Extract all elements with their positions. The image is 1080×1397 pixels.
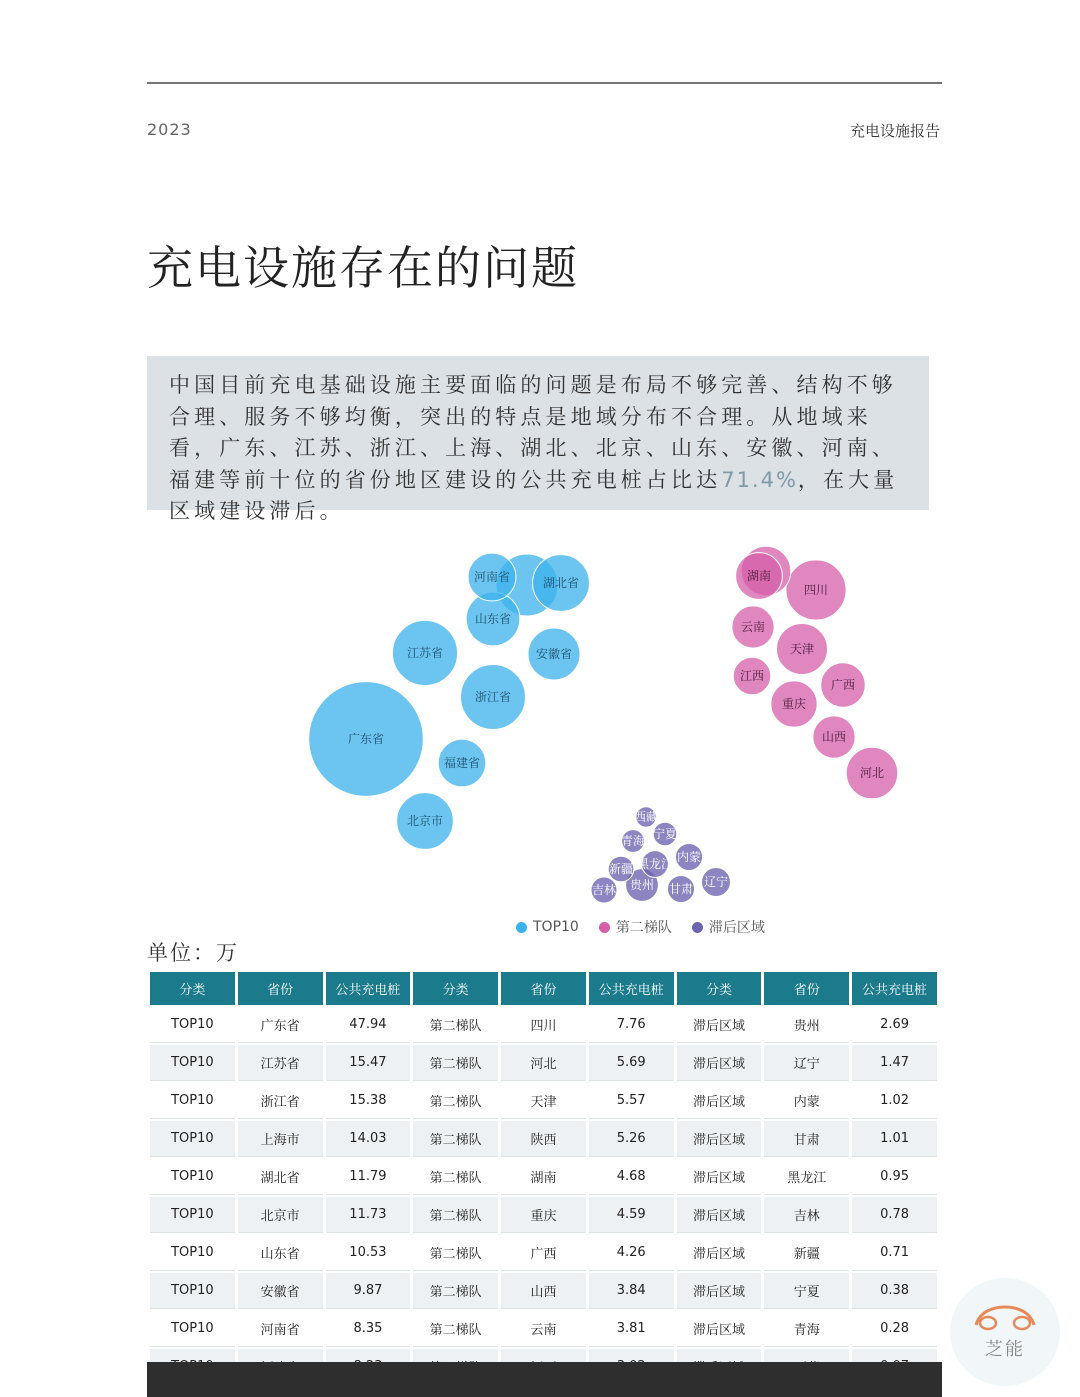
legend-label-second: 第二梯队: [615, 920, 672, 936]
table-cell: 滞后区域: [677, 1311, 762, 1347]
table-cell: 山西: [501, 1273, 586, 1309]
bubble-label: 西藏: [633, 810, 659, 824]
table-header-row: [150, 972, 937, 1005]
report-year: 2023: [147, 120, 192, 139]
table-cell: 0.95: [852, 1159, 937, 1195]
table-cell: 0.28: [852, 1311, 937, 1347]
bubble-label: 云南: [740, 620, 766, 634]
table-row: [150, 1273, 937, 1309]
table-cell: 第二梯队: [413, 1159, 498, 1195]
table-cell: TOP10: [150, 1311, 235, 1347]
table-cell: 7.76: [589, 1007, 674, 1043]
table-cell: 第二梯队: [413, 1235, 498, 1271]
table-cell: 11.73: [326, 1197, 411, 1233]
table-cell: 滞后区域: [677, 1159, 762, 1195]
table-cell: TOP10: [150, 1197, 235, 1233]
bubble-label: 江西: [739, 669, 765, 683]
table-cell: 1.02: [852, 1083, 937, 1119]
table-cell: 吉林: [764, 1197, 849, 1233]
table-row: [150, 1197, 937, 1233]
table-cell: 黑龙江: [764, 1159, 849, 1195]
table-row: [150, 1121, 937, 1157]
table-cell: 滞后区域: [677, 1083, 762, 1119]
table-cell: 第二梯队: [413, 1007, 498, 1043]
table-cell: 0.71: [852, 1235, 937, 1271]
table-cell: 青海: [764, 1311, 849, 1347]
legend-dot-top10: [516, 922, 527, 933]
unit-label: 单位：万: [147, 941, 239, 965]
table-cell: 河北: [501, 1045, 586, 1081]
bubble-chart: [0, 530, 1080, 915]
intro-highlight: 71.4%: [721, 467, 798, 492]
watermark-logo: [950, 1278, 1060, 1386]
table-row: [150, 1083, 937, 1119]
table-header-cell: 公共充电桩: [852, 972, 937, 1005]
table-cell: 河南省: [238, 1311, 323, 1347]
table-cell: 5.69: [589, 1045, 674, 1081]
bubble-label: 吉林: [591, 883, 617, 897]
table-cell: TOP10: [150, 1083, 235, 1119]
charging-table: [147, 970, 940, 1387]
table-cell: 第二梯队: [413, 1273, 498, 1309]
table-header-cell: 省份: [764, 972, 849, 1005]
table-cell: 云南: [501, 1311, 586, 1347]
table-cell: 第二梯队: [413, 1045, 498, 1081]
table-cell: 15.47: [326, 1045, 411, 1081]
table-cell: 3.84: [589, 1273, 674, 1309]
bubble-label: 山东省: [474, 612, 512, 626]
bubble-label: 安徽省: [535, 647, 573, 661]
bubble-label: 山西: [821, 730, 847, 744]
table-cell: 重庆: [501, 1197, 586, 1233]
table-row: [150, 1311, 937, 1347]
table-cell: 滞后区域: [677, 1197, 762, 1233]
table-cell: 四川: [501, 1007, 586, 1043]
table-cell: 滞后区域: [677, 1273, 762, 1309]
table-cell: 辽宁: [764, 1045, 849, 1081]
table-header-cell: 分类: [413, 972, 498, 1005]
footer-bar: [147, 1362, 942, 1397]
table-cell: 新疆: [764, 1235, 849, 1271]
table-cell: 内蒙: [764, 1083, 849, 1119]
table-cell: 第二梯队: [413, 1197, 498, 1233]
table-cell: 广东省: [238, 1007, 323, 1043]
table-cell: 第二梯队: [413, 1083, 498, 1119]
intro-paragraph: [147, 356, 929, 523]
bubble-label: 广东省: [347, 732, 385, 746]
table-cell: 15.38: [326, 1083, 411, 1119]
legend-dot-second: [599, 922, 610, 933]
table-cell: TOP10: [150, 1235, 235, 1271]
table-cell: 广西: [501, 1235, 586, 1271]
table-header-cell: 省份: [501, 972, 586, 1005]
table-cell: 湖南: [501, 1159, 586, 1195]
table-cell: 0.78: [852, 1197, 937, 1233]
table-cell: 滞后区域: [677, 1235, 762, 1271]
table-cell: 湖北省: [238, 1159, 323, 1195]
bubble-label: 宁夏: [652, 827, 678, 841]
table-row: [150, 1159, 937, 1195]
table-cell: 47.94: [326, 1007, 411, 1043]
table-cell: TOP10: [150, 1273, 235, 1309]
bubble-label: 广西: [830, 678, 856, 692]
header-rule: [147, 82, 942, 84]
legend-item-second: [599, 917, 672, 937]
table-cell: 上海市: [238, 1121, 323, 1157]
table-header-cell: 公共充电桩: [589, 972, 674, 1005]
table-row: [150, 1235, 937, 1271]
table-cell: 滞后区域: [677, 1121, 762, 1157]
table-cell: 山东省: [238, 1235, 323, 1271]
table-cell: 滞后区域: [677, 1045, 762, 1081]
table-cell: TOP10: [150, 1007, 235, 1043]
bubble-label: 青海: [620, 834, 646, 848]
table-cell: 3.81: [589, 1311, 674, 1347]
table-cell: TOP10: [150, 1159, 235, 1195]
table-cell: 1.47: [852, 1045, 937, 1081]
table-cell: 4.26: [589, 1235, 674, 1271]
table-cell: 5.26: [589, 1121, 674, 1157]
table-cell: 安徽省: [238, 1273, 323, 1309]
bubble-label: 河南省: [473, 570, 511, 584]
table-cell: 江苏省: [238, 1045, 323, 1081]
bubble-label: 湖南: [746, 569, 772, 583]
intro-text-after: ，在大量区域建设滞后。: [169, 467, 899, 523]
legend-label-lagging: 滞后区域: [708, 920, 765, 936]
bubble-label: 湖北省: [542, 576, 580, 590]
legend-item-lagging: [692, 917, 765, 937]
bubble-label: 江苏省: [406, 646, 444, 660]
table-cell: 10.53: [326, 1235, 411, 1271]
bubble-label: 福建省: [443, 756, 481, 770]
table-cell: 1.01: [852, 1121, 937, 1157]
table-cell: 甘肃: [764, 1121, 849, 1157]
table-cell: TOP10: [150, 1045, 235, 1081]
table-cell: 9.87: [326, 1273, 411, 1309]
bubble-label: 辽宁: [703, 875, 729, 889]
table-cell: 2.69: [852, 1007, 937, 1043]
table-cell: 8.35: [326, 1311, 411, 1347]
table-cell: 滞后区域: [677, 1007, 762, 1043]
legend-dot-lagging: [692, 922, 703, 933]
table-cell: 第二梯队: [413, 1121, 498, 1157]
table-cell: 5.57: [589, 1083, 674, 1119]
table-cell: 11.79: [326, 1159, 411, 1195]
table-cell: 4.68: [589, 1159, 674, 1195]
intro-text-before: 中国目前充电基础设施主要面临的问题是布局不够完善、结构不够合理、服务不够均衡，突出的特点是地域分布不合理。从地域来看，广东、江苏、浙江、上海、湖北、北京、山东、安徽、河南、福建等前十位的省份地区建设的公共充电桩占比达: [169, 373, 897, 492]
chart-legend: [516, 917, 765, 937]
report-title: 充电设施报告: [849, 122, 940, 140]
bubble-label: 四川: [803, 583, 829, 597]
table-cell: 陕西: [501, 1121, 586, 1157]
table-cell: 4.59: [589, 1197, 674, 1233]
table-cell: TOP10: [150, 1121, 235, 1157]
table-cell: 天津: [501, 1083, 586, 1119]
car-logo-icon: [970, 1303, 1040, 1333]
table-header-cell: 公共充电桩: [326, 972, 411, 1005]
bubble-label: 黑龙江: [636, 857, 674, 871]
table-cell: 第二梯队: [413, 1311, 498, 1347]
table-row: [150, 1007, 937, 1043]
bubble-label: 重庆: [781, 697, 807, 711]
bubble-label: 北京市: [406, 814, 444, 828]
bubble-label: 新疆: [608, 862, 634, 876]
bubble-label: 河北: [859, 766, 885, 780]
table-cell: 浙江省: [238, 1083, 323, 1119]
table-cell: 0.38: [852, 1273, 937, 1309]
watermark-text: 芝能: [985, 1339, 1025, 1360]
table-header-cell: 省份: [238, 972, 323, 1005]
bubble-label: 浙江省: [474, 690, 512, 704]
bubble-label: 贵州: [629, 878, 655, 892]
table-cell: 北京市: [238, 1197, 323, 1233]
legend-item-top10: [516, 917, 579, 937]
table-cell: 14.03: [326, 1121, 411, 1157]
legend-label-top10: TOP10: [533, 919, 579, 935]
table-row: [150, 1045, 937, 1081]
bubble-label: 天津: [789, 642, 815, 656]
table-cell: 宁夏: [764, 1273, 849, 1309]
bubble-label: 甘肃: [668, 882, 694, 896]
page-title: 充电设施存在的问题: [147, 241, 579, 295]
table-header-cell: 分类: [677, 972, 762, 1005]
table-cell: 贵州: [764, 1007, 849, 1043]
table-header-cell: 分类: [150, 972, 235, 1005]
bubble-label: 内蒙: [676, 850, 702, 864]
